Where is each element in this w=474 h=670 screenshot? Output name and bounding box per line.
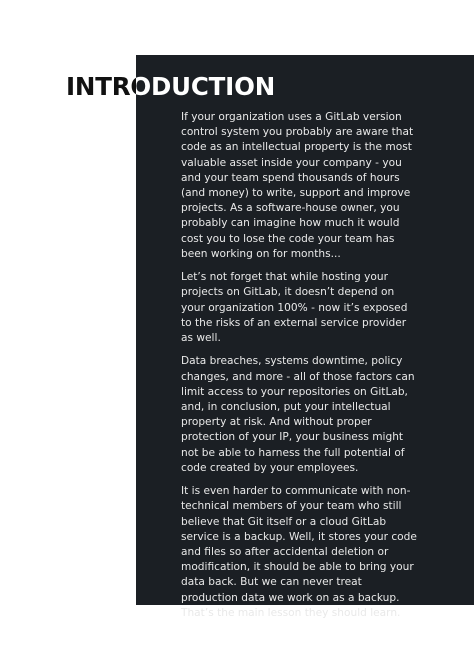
intro-body <box>181 110 421 629</box>
paragraph-1: If your organization uses a GitLab version control system you probably are aware that code as an intellectual property is the most valuable asset inside your company - you and your team spend thousands of hours (and money) to write, support and improve projects. As a software-house owner, you probably can imagine how much it would cost you to lose the code your team has been working on for months... <box>181 111 414 260</box>
section-heading: INTRODUCTION <box>66 70 275 104</box>
paragraph-2: Let’s not forget that while hosting your projects on GitLab, it doesn’t depend on your organization 100% - now it’s exposed to the risks of an external service provider as well. <box>181 271 408 345</box>
paragraph-4: It is even harder to communicate with non-technical members of your team who still believe that Git itself or a cloud GitLab service is a backup. Well, it stores your code and files so after accidental deletion or modification, it should be able to bring your data back. But we can never treat production data we work on as a backup. That’s the main lesson they should learn. <box>181 485 417 619</box>
paragraph-3: Data breaches, systems downtime, policy changes, and more - all of those factors can limit access to your repositories on GitLab, and, in conclusion, put your intellectual property at risk. And without proper protection of your IP, your business might not be able to harness the full potential of code created by your employees. <box>181 355 415 474</box>
